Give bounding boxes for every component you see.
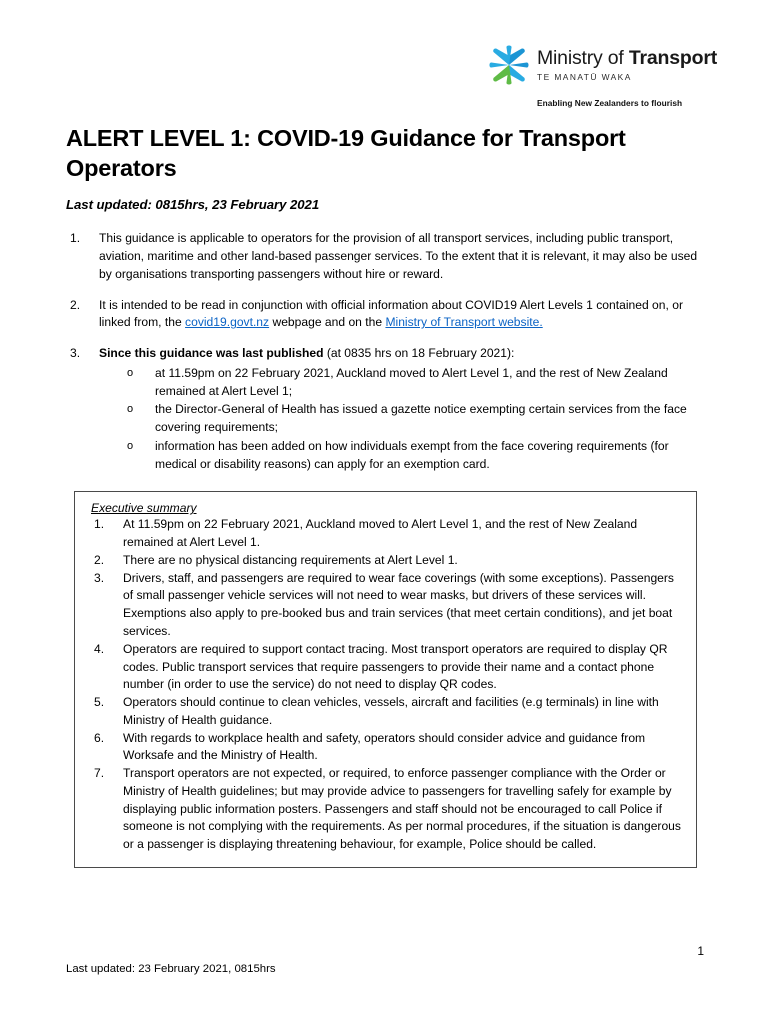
executive-summary-heading: Executive summary (91, 501, 197, 516)
document-header (66, 0, 718, 110)
list-item-text: This guidance is applicable to operators for the provision of all transport services, including public transport, aviation, maritime and other land-based passenger services. To the extent that it is relevant, it may also be used by organisations transporting passengers without hire or reward. (99, 231, 698, 281)
footer-last-updated: Last updated: 23 February 2021, 0815hrs (66, 963, 276, 975)
list-item-number: 5. (94, 695, 105, 710)
list-item (87, 765, 684, 854)
main-numbered-list (66, 230, 704, 473)
page-number: 1 (697, 944, 704, 958)
list-item-number: 4. (94, 641, 105, 656)
list-item (66, 297, 704, 333)
logo-primary-row (488, 44, 717, 86)
list-item-bold-lead: Since this guidance was last published (99, 346, 324, 361)
list-item-text: Operators are required to support contact tracing. Most transport operators are required to display QR codes. Public transport services that require passengers to provide their name and a contact phone number (in order to use the service) do not need to display QR codes. (123, 641, 668, 692)
bullet-marker-icon: o (127, 403, 134, 416)
list-item-text-part-2: webpage and on the (269, 315, 386, 330)
logo-tagline: Enabling New Zealanders to flourish (537, 98, 683, 108)
list-item-text: Transport operators are not expected, or required, to enforce passenger compliance with the Order or Ministry of Health guidelines; but may provide advice to passengers for travelling safely for example by displaying public information posters. Passengers and staff should not be encouraged to call Police if someone is not complying with the requirements. As per normal procedures, if the situation is dangerous or a passenger is displaying threatening behaviour, for example, Police should be called. (123, 766, 681, 852)
sub-item-text: the Director-General of Health has issued a gazette notice exempting certain services from the face covering requirements; (155, 402, 687, 435)
list-item (66, 345, 704, 473)
list-item (119, 401, 704, 437)
list-item-text: Operators should continue to clean vehicles, vessels, aircraft and facilities (e.g terminals) in line with Ministry of Health guidance. (123, 695, 659, 727)
ministry-of-transport-star-logo-icon (488, 44, 530, 86)
logo-maori-name: TE MANATŪ WAKA (537, 71, 632, 82)
list-item (66, 230, 704, 283)
logo-name-light: Ministry of (537, 47, 624, 70)
list-item-number: 2. (94, 552, 105, 567)
list-item-text: (at 0835 hrs on 18 February 2021): (323, 346, 515, 361)
executive-summary-list (87, 516, 684, 854)
logo-name (537, 49, 717, 69)
covid19-govt-nz-link[interactable]: covid19.govt.nz (185, 315, 270, 330)
logo-wordmark (537, 49, 717, 81)
list-item (87, 516, 684, 552)
list-item-text: At 11.59pm on 22 February 2021, Auckland moved to Alert Level 1, and the rest of New Zealand remained at Alert Level 1. (123, 517, 638, 550)
sub-bullet-list (99, 365, 704, 474)
list-item-text: With regards to workplace health and safety, operators should consider advice and guidance from Worksafe and the Ministry of Health. (123, 730, 646, 763)
list-item-text: Drivers, staff, and passengers are required to wear face coverings (with some exceptions). Passengers of small passenger vehicle services will not need to wear masks, but drivers of these services will. Exemptions also apply to pre-booked bus and train services (that meet certain conditions), and jet boat services. (123, 570, 674, 638)
document-subtitle: Last updated: 0815hrs, 23 February 2021 (66, 197, 320, 213)
list-item (87, 730, 684, 766)
list-item-number: 3. (70, 346, 81, 361)
list-item (87, 570, 684, 641)
logo-name-bold: Transport (628, 47, 718, 70)
bullet-marker-icon: o (127, 439, 134, 452)
list-item (119, 438, 704, 474)
page-title: ALERT LEVEL 1: COVID-19 Guidance for Transport Operators (66, 125, 626, 181)
sub-item-text: at 11.59pm on 22 February 2021, Auckland moved to Alert Level 1, and the rest of New Zealand remained at Alert Level 1; (155, 365, 668, 398)
list-item-number: 2. (70, 297, 81, 312)
ministry-of-transport-website-link[interactable]: Ministry of Transport website. (385, 315, 543, 330)
list-item (87, 641, 684, 694)
list-item-number: 3. (94, 570, 105, 585)
list-item (119, 365, 704, 401)
list-item-text: There are no physical distancing requirements at Alert Level 1. (123, 552, 458, 567)
executive-summary-box (74, 491, 697, 868)
list-item-number: 1. (94, 517, 105, 532)
list-item (87, 694, 684, 730)
list-item (87, 552, 684, 570)
sub-item-text: information has been added on how individuals exempt from the face covering requirements (for medical or disability reasons) can apply for an exemption card. (155, 438, 669, 471)
list-item-number: 7. (94, 766, 105, 781)
ministry-of-transport-logo (488, 44, 718, 108)
list-item-text-part-1: It is intended to be read in conjunction with official information about COVID19 Alert Levels 1 contained on, or linked from, the (99, 297, 683, 330)
list-item-number: 1. (70, 231, 81, 246)
bullet-marker-icon: o (127, 366, 134, 379)
list-item-number: 6. (94, 730, 105, 745)
